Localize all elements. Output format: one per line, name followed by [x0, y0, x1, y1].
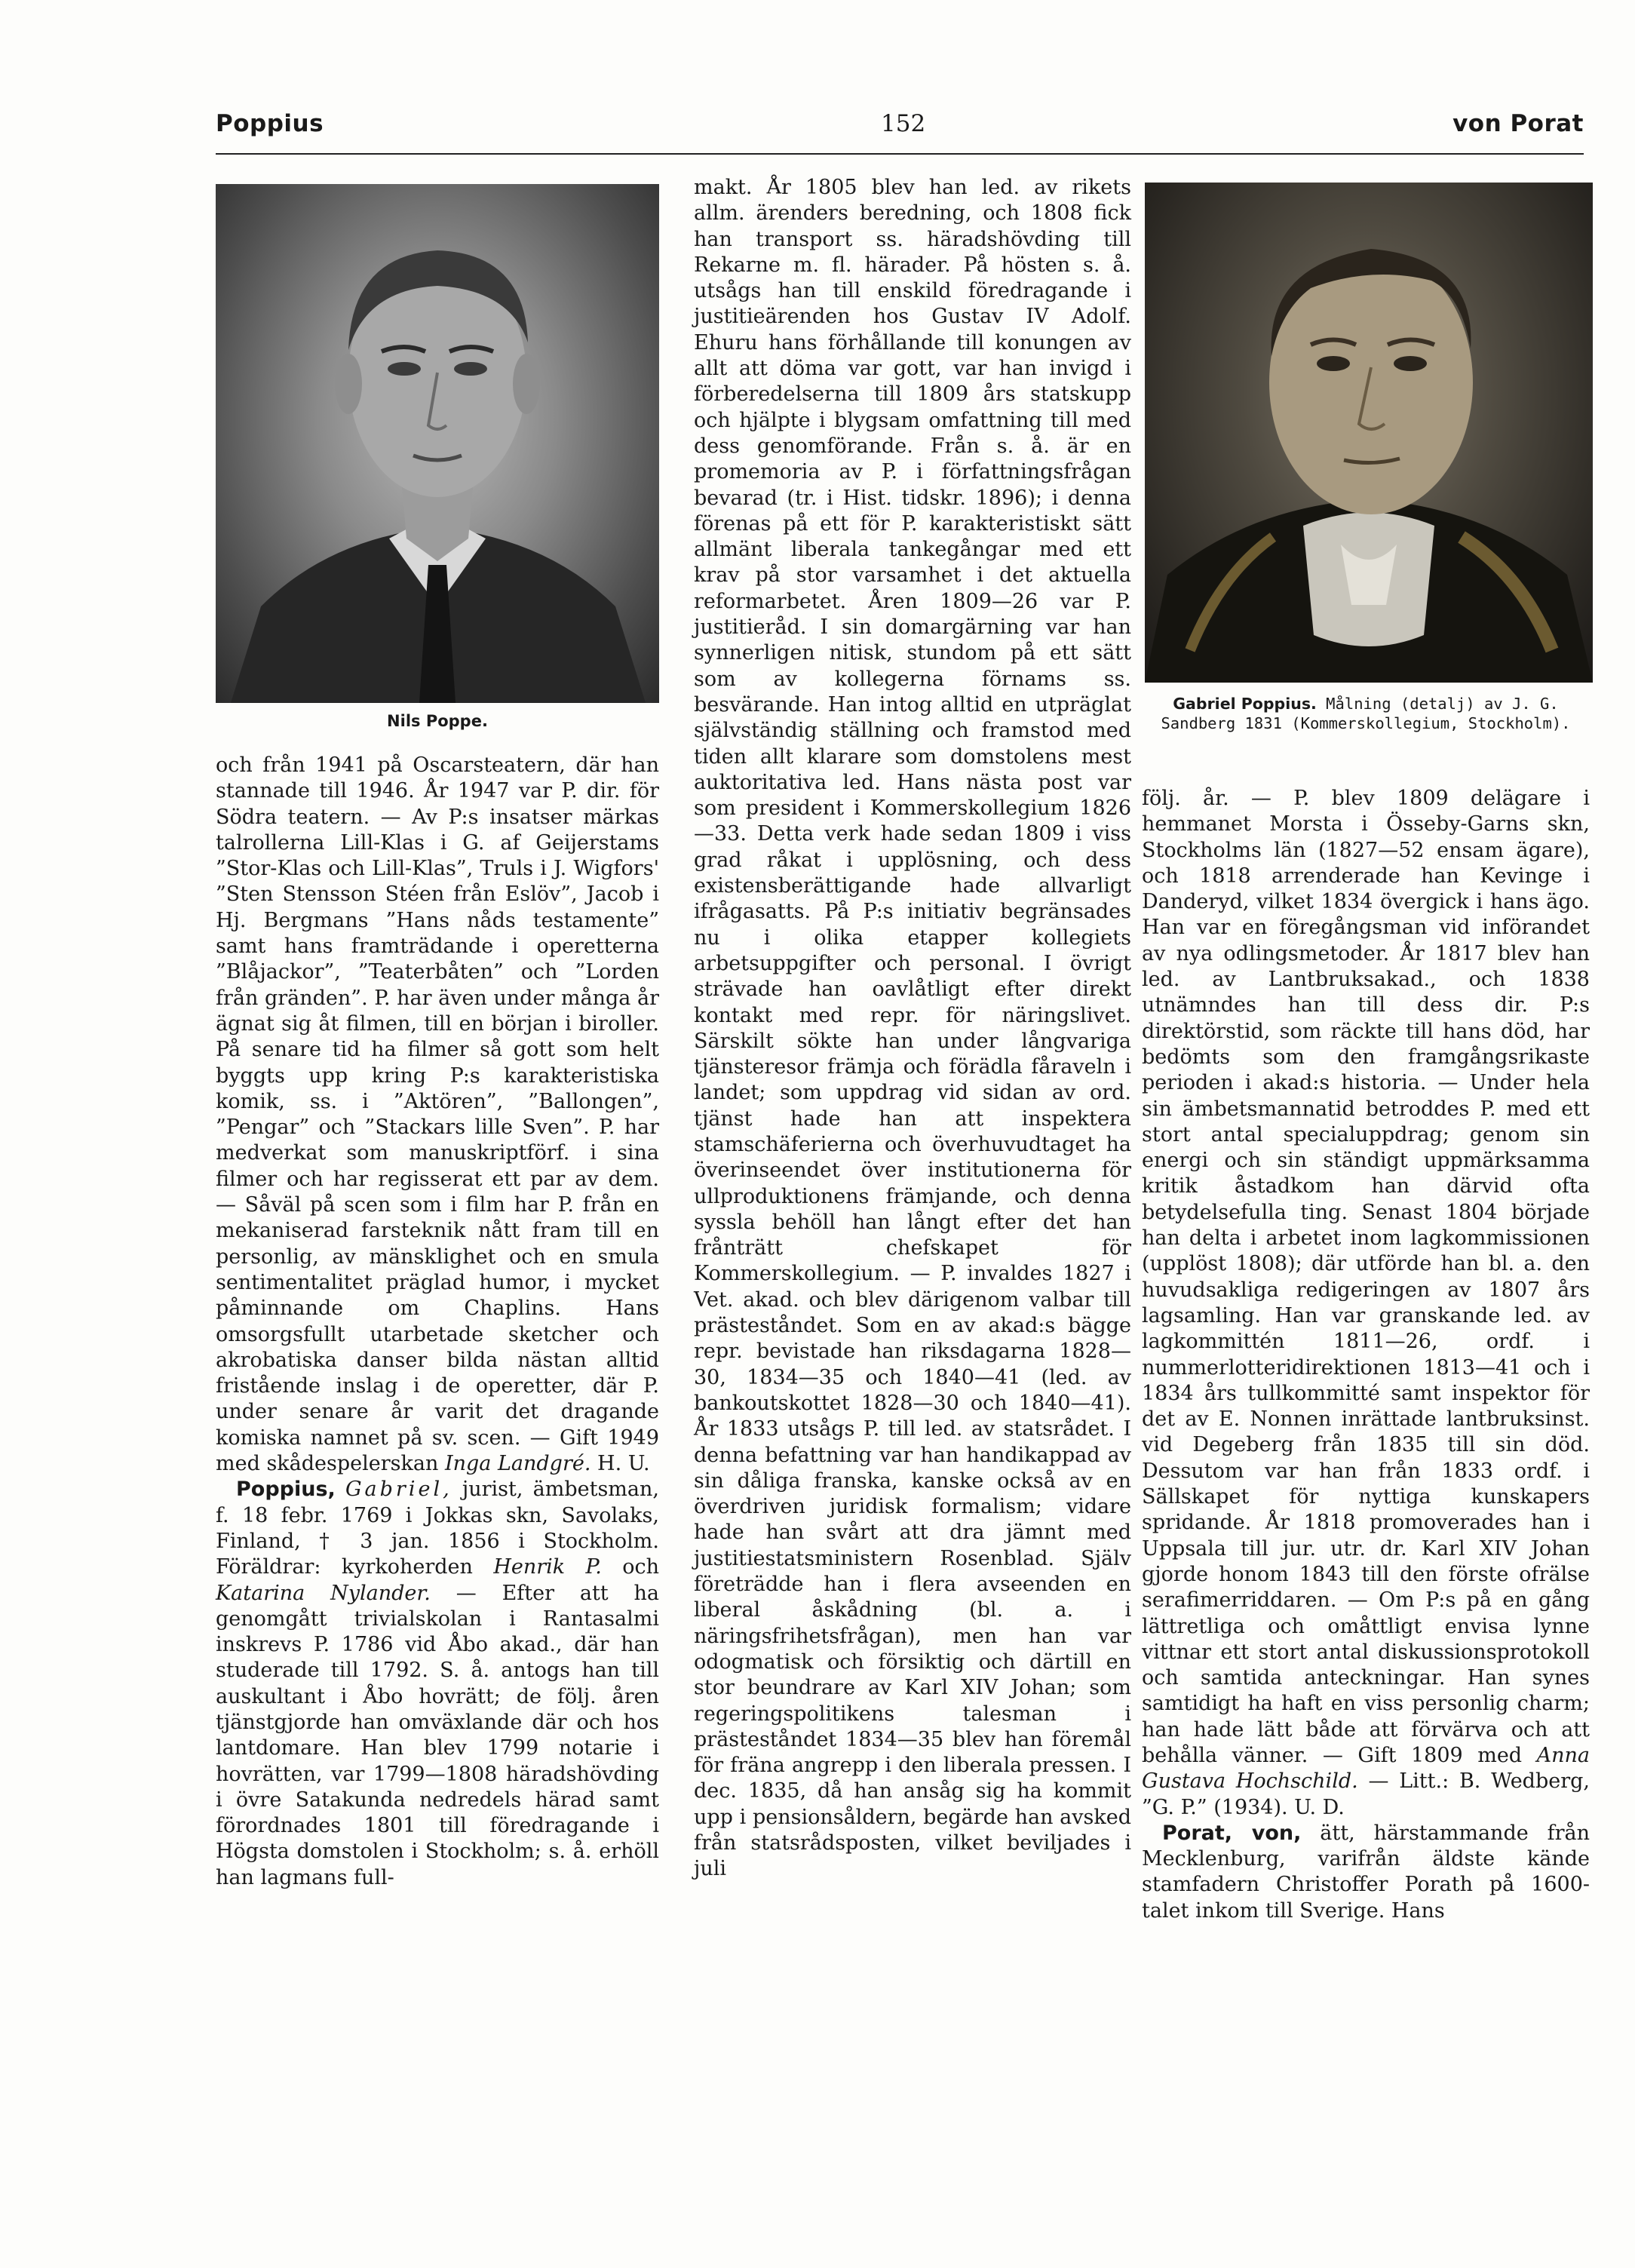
text-italic: Inga Landgré. [444, 1452, 591, 1476]
caption-details: Målning (detalj) av J. G. Sandberg 1831 (Kommerskollegium, Stockholm). [1161, 695, 1571, 732]
portrait-painting-gabriel-poppius [1145, 183, 1593, 683]
portrait-photo-nils-poppe [216, 184, 659, 703]
entry-headword: Porat, von, [1162, 1821, 1302, 1845]
photo-caption-left: Nils Poppe. [387, 712, 488, 730]
paragraph-poppius-end [1142, 786, 1590, 1821]
text-run: och [601, 1555, 659, 1579]
text-run: ätt, härstammande från Mecklenburg, varifrån äldste kände stamfadern Christoffer Porath på 1600-talet inkom till Sverige. Hans [1142, 1821, 1590, 1923]
text-column-right [1142, 786, 1590, 1924]
entry-headword: Poppius, [236, 1478, 336, 1502]
text-run: — Litt.: B. Wedberg, ”G. P.” (1934). U. D. [1142, 1769, 1590, 1819]
text-run: och från 1941 på Oscarsteatern, där han stannade till 1946. År 1947 var P. dir. för Södra teatern. — Av P:s insatser märkas talrollerna Lill-Klas i G. af Geijerstams ”Stor-Klas och Lill-Klas”, Truls i J. Wigfors' ”Sten Stensson Stéen från Eslöv”, Jacob i Hj. Bergmans ”Hans nåds testamente” samt hans framträdande i operetterna ”Blåjackor”, ”Teaterbåten” och ”Lorden från gränden”. P. har även under många år ägnat sig åt filmen, till en början i biroller. På senare tid ha filmer så gott som helt byggts upp kring P:s karakteristiska komik, ss. i ”Aktören”, ”Ballongen”, ”Pengar” och ”Stackars lille Sven”. P. har medverkat som manuskriptförf. i sina filmer och har regisserat ett par av dem. — Såväl på scen som i film har P. från en mekaniserad farsteknik nått fram till en personlig, av mänsklighet och en smula sentimentalitet präglad humor, i mycket påminnande om Chaplins. Hans omsorgsfullt utarbetade sketcher och akrobatiska danser bilda nästan alltid fristående inslag i de operetter, där P. under senare år varit det dragande komiska namnet på sv. scen. — Gift 1949 med skådespelerskan [216, 753, 659, 1476]
paragraph-gabriel-poppius [216, 1477, 659, 1891]
author-signature: H. U. [591, 1452, 650, 1476]
text-run: följ. år. — P. blev 1809 delägare i hemmanet Morsta i Össeby-Garns skn, Stockholms län (1827—52 ensam ägare), och 1818 arrenderade han Kevinge i Danderyd, vilket 1834 övergick i hans ägo. Han var en föregångsman vid införandet av nya odlingsmetoder. År 1817 blev han led. av Lantbruksakad., och 1838 utnämndes han till dess dir. P:s direktörstid, som räckte till hans död, har bedömts som den framgångsrikaste perioden i akad:s historia. — Under hela sin ämbetsmannatid betroddes P. med ett stort antal specialuppdrag; genom sin energi och sin ständigt uppmärksamma kritik åstadkom han därvid ofta betydelsefulla ting. Senast 1804 började han delta i arbetet inom lagkommissionen (upplöst 1808); där utförde han bl. a. den huvudsakliga redigeringen av 1807 års lagsamling. Han var granskande led. av lagkommittén 1811—26, ordf. i nummerlotteridirektionen 1813—41 och i 1834 års tullkommitté samt inspektor för det av E. Nonnen inrättade lantbruksinst. vid Degeberg från 1835 till sin död. Dessutom var han från 1833 ordf. i Sällskapet för nyttiga kunskapers spridande. År 1818 promoverades han i Uppsala till jur. utr. dr. Karl XIV Johan gjorde honom 1843 till den förste ofrälse serafimerriddaren. — Om P:s på en gång lättretliga och omåttligt envisa lynne vittnar ett stort antal diskussionsprotokoll och samtida anteckningar. Han synes samtidigt ha haft en viss personlig charm; han hade lätt både att förvärva och att behålla vänner. — Gift 1809 med [1142, 787, 1590, 1767]
page-number: 152 [881, 110, 926, 137]
paragraph-nils-poppe-end [216, 753, 659, 1477]
text-column-middle [694, 175, 1131, 1883]
running-head-left: Poppius [216, 110, 324, 137]
text-column-left [216, 753, 659, 1891]
text-italic: Anna Gustava Hochschild. [1142, 1743, 1590, 1794]
running-head-right: von Porat [1452, 110, 1584, 137]
text-run: jurist, ämbetsman, f. 18 febr. 1769 i Jokkas skn, Savolaks, Finland, † 3 jan. 1856 i Stockholm. Föräldrar: kyrkoherden [216, 1478, 659, 1579]
text-run: — Efter att ha genomgått trivialskolan i Rantasalmi inskrevs P. 1786 vid Åbo akad., där han studerade till 1792. S. å. antogs han till auskultant i Åbo hovrätt; de följ. åren tjänstgjorde han omväxlande där och hos lantdomare. Han blev 1799 notarie i hovrätten, var 1799—1808 häradshövding i övre Satakunda nedredels härad samt förordnades 1801 till föredragande i Högsta domstolen i Stockholm; s. å. erhöll han lagmans full- [216, 1581, 659, 1889]
caption-name: Gabriel Poppius. [1173, 695, 1317, 713]
text-italic: Henrik P. [493, 1555, 602, 1579]
text-italic: Katarina Nylander. [216, 1581, 431, 1605]
entry-forename: Gabriel, [345, 1478, 452, 1502]
paragraph-continued: makt. År 1805 blev han led. av rikets allm. ärenders beredning, och 1808 fick han transport ss. häradshövding till Rekarne m. fl. härader. På hösten s. å. utsågs han till enskild föredragande i justitieärenden hos Gustav IV Adolf. Ehuru hans förhållande till konungen av allt att döma var gott, var han invigd i förberedelserna till 1809 års statskupp och hjälpte i blygsam omfattning till med dess genomförande. Från s. å. är en promemoria av P. i författningsfrågan bevarad (tr. i Hist. tidskr. 1896); i denna förenas på ett för P. karakteristiskt sätt allmänt liberala tankegångar med ett krav på stor varsamhet i det aktuella reformarbetet. Åren 1809—26 var P. justitieråd. I sin domargärning var han synnerligen nitisk, stundom på ett sätt som av kollegerna förnams ss. besvärande. Han intog alltid en utpräglat självständig ställning och framstod med tiden allt klarare som domstolens mest auktoritativa led. Hans nästa post var som president i Kommerskollegium 1826—33. Detta verk hade sedan 1809 i viss grad råkat i upplösning, och dess existensberättigande hade allvarligt ifrågasatts. På P:s initiativ begränsades nu i olika etapper kollegiets arbetsuppgifter och personal. I övrigt strävade han oavlåtligt efter direkt kontakt med repr. för näringslivet. Särskilt sökte han under långvariga tjänsteresor främja och förädla fåraveln i landet; som uppdrag vid sidan av ord. tjänst hade han att inspektera stamschäferierna och överhuvudtaget ha överinseendet över institutionerna för ullproduktionens främjande, och denna syssla behöll han långt efter det han frånträtt chefskapet för Kommerskollegium. — P. invaldes 1827 i Vet. akad. och blev därigenom valbar till prästeståndet. Som en av akad:s bägge repr. bevistade han riksdagarna 1828—30, 1834—35 och 1840—41 (led. av bankoutskottet 1828—30 och 1840—41). År 1833 utsågs P. till led. av statsrådet. I denna befattning var han handikappad av sin dåliga franska, kanske också av en överdriven juridisk formalism; vidare hade han svårt att dra jämnt med justitiestatsministern Rosenblad. Själv företrädde han i flera avseenden en liberal åskådning (bl. a. i näringsfrihetsfrågan), men han var odogmatisk och försiktig och därtill en stor beundrare av Karl XIV Johan; som regeringspolitikens talesman i prästeståndet 1834—35 blev han föremål för fräna angrepp i den liberala pressen. I dec. 1835, då han ansåg sig ha kommit upp i pensionsåldern, begärde han avsked från statsrådsposten, vilket beviljades i juli [694, 176, 1131, 1881]
header-rule [216, 153, 1584, 155]
paragraph-porat [1142, 1821, 1590, 1924]
photo-caption-right [1142, 694, 1590, 733]
